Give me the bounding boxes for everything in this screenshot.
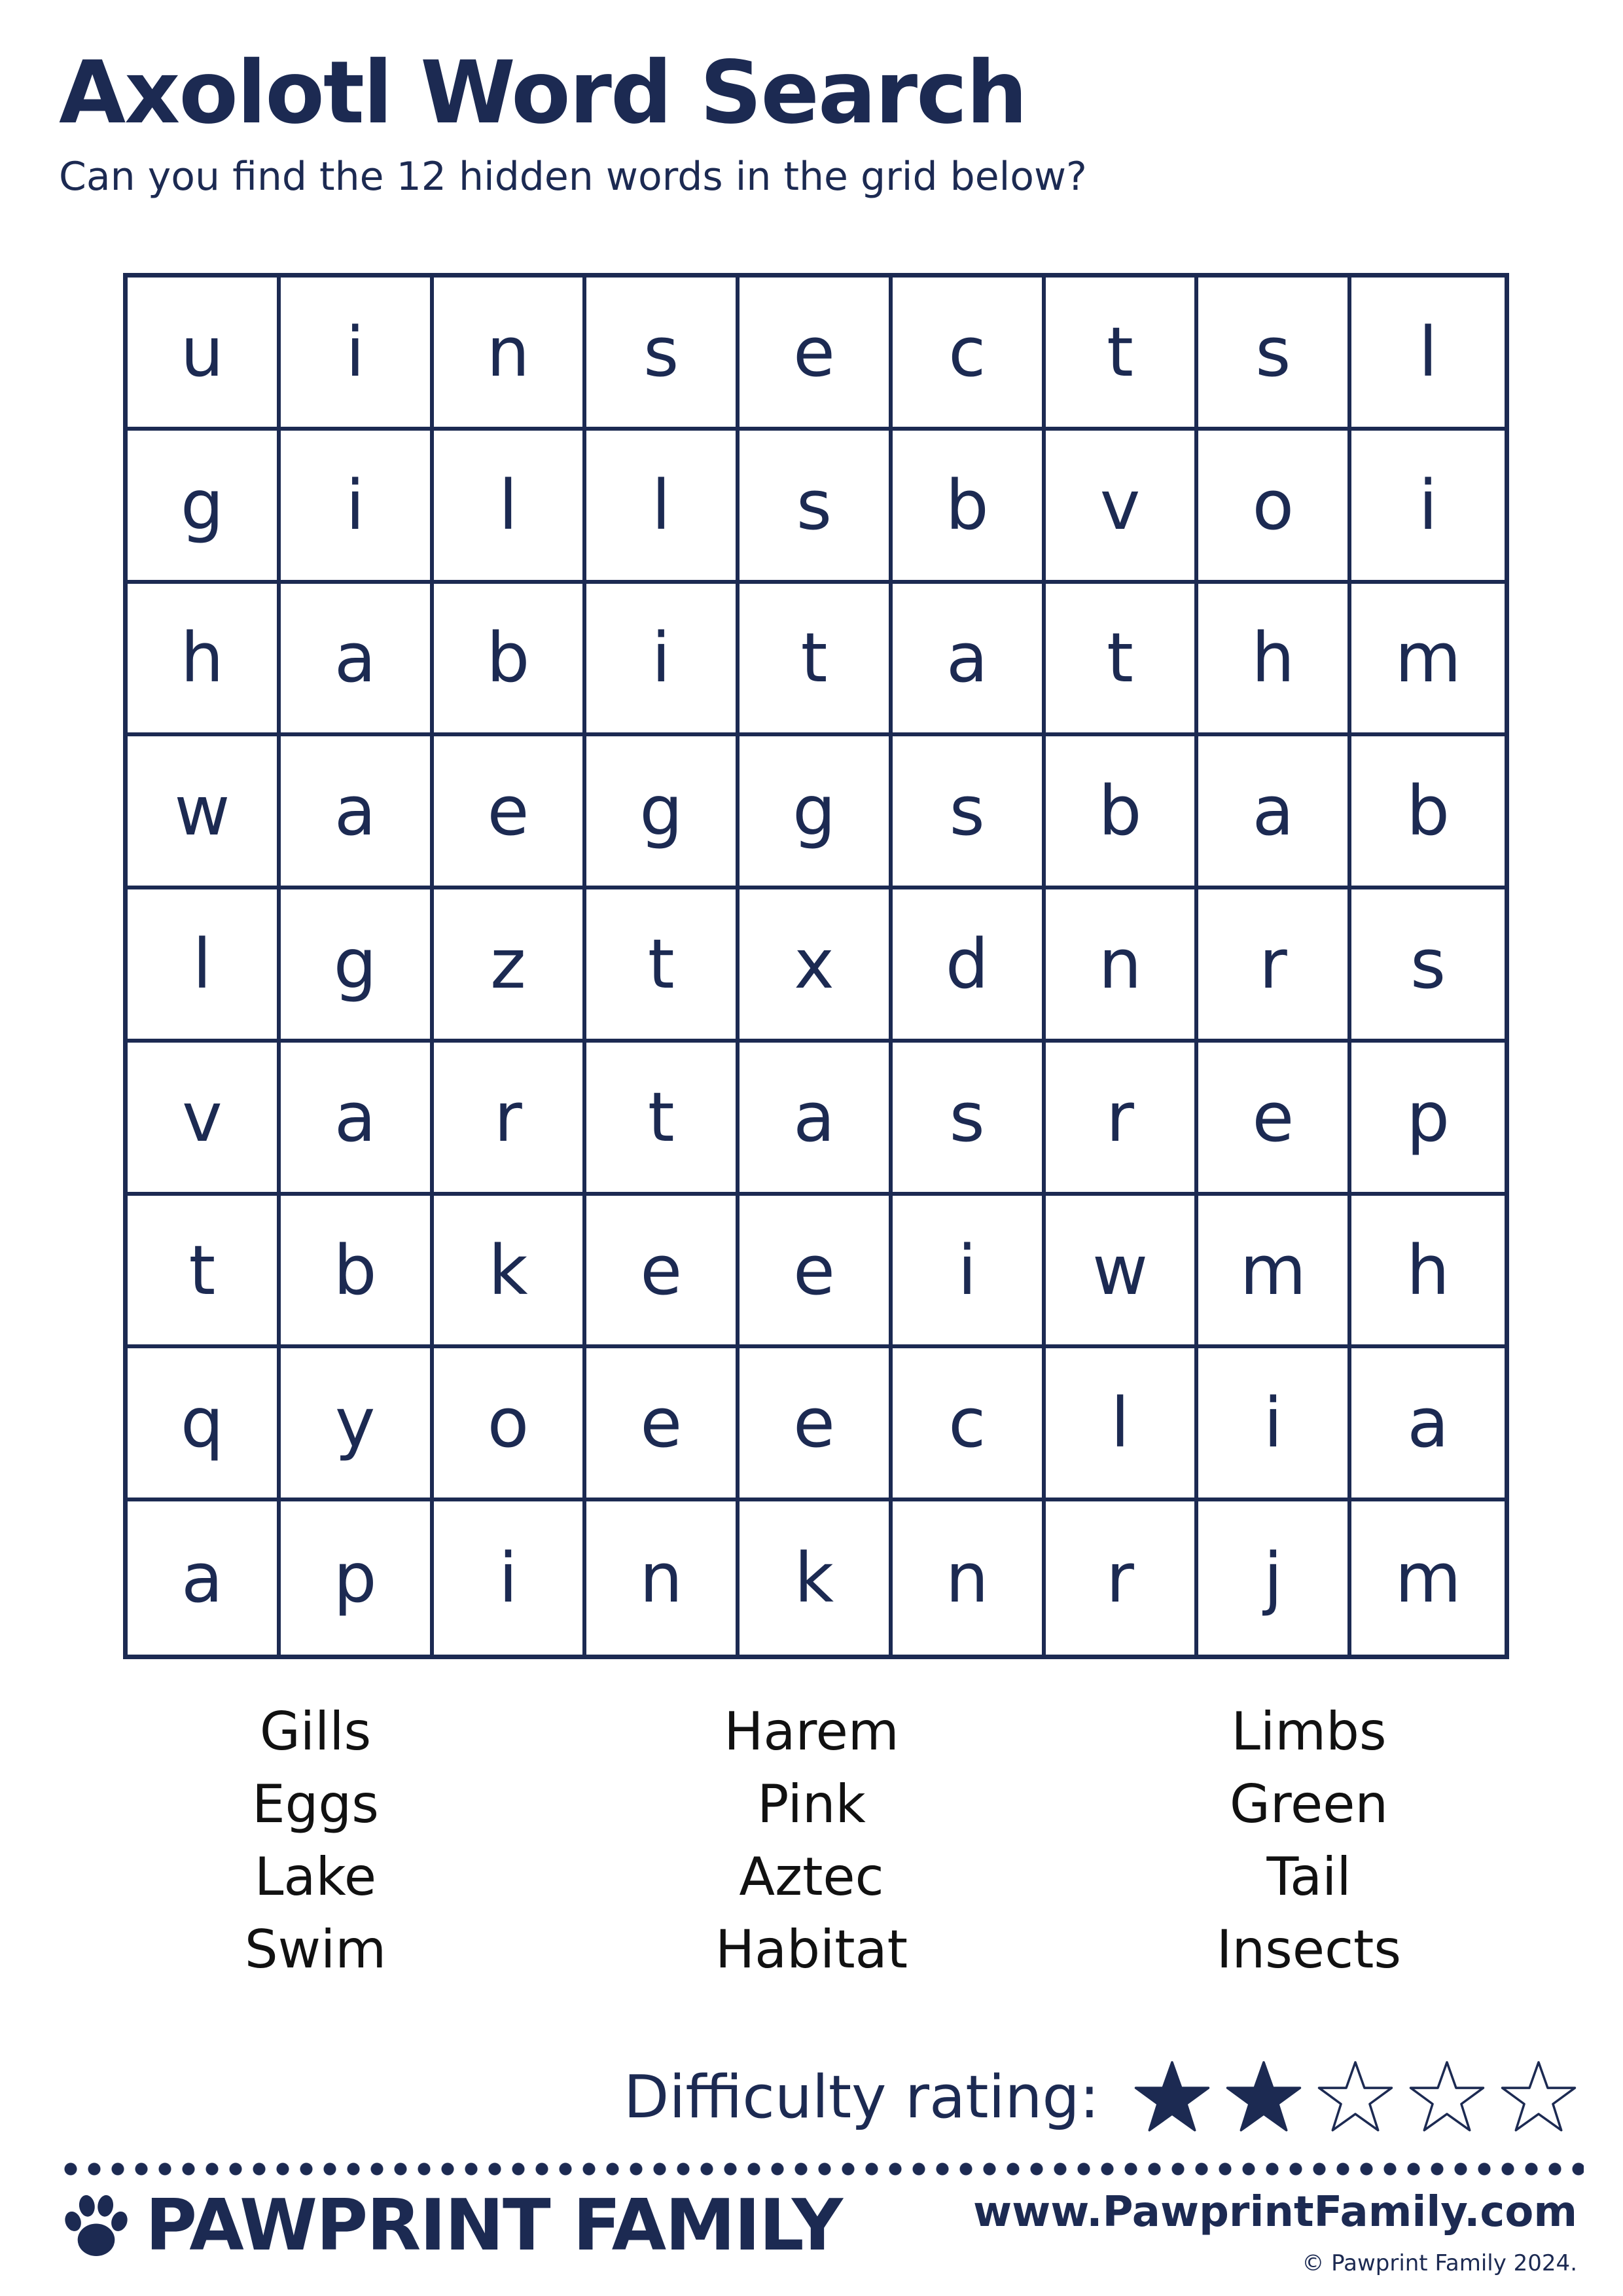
grid-cell[interactable]: s <box>893 1043 1046 1196</box>
page-title: Axolotl Word Search <box>59 43 1027 143</box>
grid-cell[interactable]: u <box>128 278 281 431</box>
word-search-grid <box>123 273 1509 1659</box>
grid-cell[interactable]: g <box>586 736 740 889</box>
grid-cell[interactable]: e <box>586 1348 740 1501</box>
grid-cell[interactable]: t <box>586 889 740 1043</box>
grid-cell[interactable]: l <box>586 431 740 584</box>
dotted-divider <box>59 2162 1584 2176</box>
grid-cell[interactable]: i <box>1198 1348 1351 1501</box>
grid-cell[interactable]: e <box>586 1196 740 1349</box>
grid-cell[interactable]: t <box>128 1196 281 1349</box>
grid-cell[interactable]: e <box>1198 1043 1351 1196</box>
star-outline-icon <box>1408 2058 1486 2136</box>
star-rating <box>1119 2058 1577 2136</box>
grid-cell[interactable]: r <box>1046 1501 1199 1655</box>
grid-cell[interactable]: s <box>1351 889 1505 1043</box>
grid-cell[interactable]: p <box>281 1501 434 1655</box>
grid-cell[interactable]: e <box>740 1348 893 1501</box>
grid-cell[interactable]: n <box>893 1501 1046 1655</box>
grid-cell[interactable]: j <box>1198 1501 1351 1655</box>
grid-cell[interactable]: a <box>281 736 434 889</box>
grid-cell[interactable]: e <box>740 1196 893 1349</box>
word-list-item: Lake <box>254 1846 377 1907</box>
grid-cell[interactable]: v <box>128 1043 281 1196</box>
grid-cell[interactable]: b <box>1046 736 1199 889</box>
grid-cell[interactable]: l <box>1046 1348 1199 1501</box>
grid-cell[interactable]: s <box>1198 278 1351 431</box>
grid-cell[interactable]: l <box>434 431 587 584</box>
grid-cell[interactable]: c <box>893 1348 1046 1501</box>
grid-cell[interactable]: a <box>128 1501 281 1655</box>
word-list-item: Green <box>1229 1774 1389 1835</box>
grid-cell[interactable]: t <box>740 584 893 737</box>
grid-cell[interactable]: n <box>1046 889 1199 1043</box>
word-list-item: Habitat <box>715 1919 908 1980</box>
grid-cell[interactable]: a <box>893 584 1046 737</box>
page-subtitle: Can you find the 12 hidden words in the grid below? <box>59 154 1087 200</box>
grid-cell[interactable]: r <box>434 1043 587 1196</box>
grid-cell[interactable]: s <box>740 431 893 584</box>
grid-cell[interactable]: o <box>1198 431 1351 584</box>
word-list-item: Swim <box>244 1919 387 1980</box>
grid-cell[interactable]: h <box>1198 584 1351 737</box>
grid-cell[interactable]: l <box>1351 278 1505 431</box>
grid-cell[interactable]: z <box>434 889 587 1043</box>
grid-cell[interactable]: i <box>893 1196 1046 1349</box>
difficulty-label: Difficulty rating: <box>624 2062 1099 2132</box>
grid-cell[interactable]: a <box>740 1043 893 1196</box>
grid-cell[interactable]: b <box>1351 736 1505 889</box>
grid-cell[interactable]: k <box>434 1196 587 1349</box>
grid-cell[interactable]: g <box>740 736 893 889</box>
grid-cell[interactable]: a <box>281 1043 434 1196</box>
star-outline-icon <box>1317 2058 1394 2136</box>
word-list-item: Gills <box>259 1701 372 1762</box>
grid-cell[interactable]: y <box>281 1348 434 1501</box>
grid-cell[interactable]: w <box>128 736 281 889</box>
grid-cell[interactable]: d <box>893 889 1046 1043</box>
brand-name: PAWPRINT FAMILY <box>145 2185 842 2267</box>
word-list-item: Limbs <box>1231 1701 1387 1762</box>
grid-cell[interactable]: e <box>740 278 893 431</box>
brand-logo <box>58 2185 842 2267</box>
copyright-notice: © Pawprint Family 2024. <box>1302 2250 1577 2276</box>
grid-cell[interactable]: o <box>434 1348 587 1501</box>
grid-cell[interactable]: e <box>434 736 587 889</box>
grid-cell[interactable]: b <box>281 1196 434 1349</box>
grid-cell[interactable]: n <box>434 278 587 431</box>
difficulty-rating <box>624 2058 1577 2136</box>
grid-cell[interactable]: a <box>1198 736 1351 889</box>
word-list-column <box>119 1695 512 1986</box>
word-list-item: Eggs <box>252 1774 379 1835</box>
grid-cell[interactable]: s <box>586 278 740 431</box>
word-list-item: Aztec <box>739 1846 884 1907</box>
grid-cell[interactable]: r <box>1046 1043 1199 1196</box>
grid-cell[interactable]: l <box>128 889 281 1043</box>
grid-cell[interactable]: k <box>740 1501 893 1655</box>
word-list-item: Harem <box>724 1701 899 1762</box>
grid-cell[interactable]: g <box>128 431 281 584</box>
grid-cell[interactable]: m <box>1351 584 1505 737</box>
grid-cell[interactable]: x <box>740 889 893 1043</box>
grid-cell[interactable]: p <box>1351 1043 1505 1196</box>
grid-cell[interactable]: r <box>1198 889 1351 1043</box>
grid-cell[interactable]: h <box>128 584 281 737</box>
grid-cell[interactable]: t <box>1046 278 1199 431</box>
grid-cell[interactable]: q <box>128 1348 281 1501</box>
grid-cell[interactable]: w <box>1046 1196 1199 1349</box>
grid-cell[interactable]: t <box>1046 584 1199 737</box>
grid-cell[interactable]: a <box>281 584 434 737</box>
grid-cell[interactable]: b <box>434 584 587 737</box>
grid-cell[interactable]: m <box>1198 1196 1351 1349</box>
grid-cell[interactable]: s <box>893 736 1046 889</box>
star-filled-icon <box>1133 2058 1211 2136</box>
word-list-column <box>1113 1695 1505 1986</box>
grid-cell[interactable]: b <box>893 431 1046 584</box>
grid-cell[interactable]: i <box>1351 431 1505 584</box>
grid-cell[interactable]: i <box>281 278 434 431</box>
grid-cell[interactable]: c <box>893 278 1046 431</box>
grid-cell[interactable]: i <box>586 584 740 737</box>
grid-cell[interactable]: m <box>1395 1538 1461 1619</box>
grid-cell[interactable]: i <box>434 1501 587 1655</box>
grid-cell[interactable]: i <box>281 431 434 584</box>
word-list-item: Tail <box>1266 1846 1351 1907</box>
grid-cell[interactable]: a <box>1351 1348 1505 1501</box>
paw-print-icon <box>58 2187 135 2265</box>
word-list-column <box>615 1695 1008 1986</box>
word-list-item: Insects <box>1216 1919 1402 1980</box>
word-list-item: Pink <box>757 1774 866 1835</box>
grid-cell[interactable]: h <box>1351 1196 1505 1349</box>
grid-cell[interactable]: n <box>586 1501 740 1655</box>
grid-cell[interactable]: v <box>1046 431 1199 584</box>
website-link[interactable]: www.PawprintFamily.com <box>972 2188 1577 2236</box>
grid-cell[interactable]: g <box>281 889 434 1043</box>
star-outline-icon <box>1500 2058 1577 2136</box>
grid-cell[interactable]: t <box>586 1043 740 1196</box>
star-filled-icon <box>1225 2058 1302 2136</box>
